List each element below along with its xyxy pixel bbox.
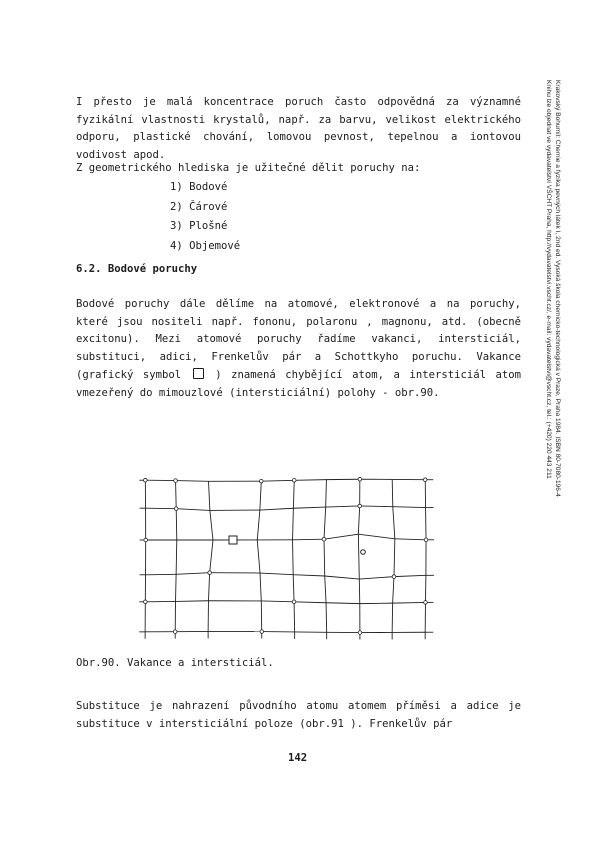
- vacancy-symbol-icon: [193, 368, 204, 379]
- lattice-bond: [176, 573, 210, 575]
- lattice-bond: [325, 576, 326, 603]
- lattice-bond: [293, 507, 325, 508]
- substitution-paragraph: Substituce je nahrazení původního atomu atomem příměsi a adice je substituce v intersticiální poloze (obr.91 ). Frenkelův pár: [76, 700, 521, 730]
- lattice-bond: [257, 510, 260, 540]
- lattice-bond: [293, 540, 294, 575]
- lattice-atom: [392, 575, 396, 579]
- lattice-atom: [292, 600, 296, 604]
- lattice-bond: [176, 601, 209, 602]
- lattice-bond: [293, 508, 294, 540]
- lattice-bond: [293, 575, 294, 602]
- lattice-bond: [324, 507, 326, 539]
- lattice-bond: [176, 540, 177, 574]
- list-item: 1) Bodové: [170, 181, 228, 193]
- lattice-bond: [326, 603, 360, 604]
- lattice-figure: [130, 470, 455, 645]
- lattice-atom: [174, 507, 178, 511]
- intro-paragraph: I přesto je malá koncentrace poruch často odpovědná za významné fyzikální vlastnosti krystalů, např. za barvu, velikost elektrického odporu, plastické chování, lomovou pevnost, tepelnou a iontovou vodivost apod.: [76, 96, 521, 162]
- lattice-bond: [394, 539, 395, 577]
- lattice-bond: [324, 534, 358, 539]
- lattice-bond: [176, 509, 210, 511]
- lattice-bond: [257, 540, 260, 573]
- lattice-bond: [393, 602, 426, 603]
- lattice-bond: [393, 507, 395, 539]
- citation-line: Krakovský Bohumil: Chemie a fyzika pevných látek I, 2nd ed. Vysoká škola chemicko-technologická v Praze, Praha 1984. ISBN 80-7080-196-4: [554, 80, 561, 497]
- lattice-atom: [358, 477, 362, 481]
- lattice-bond: [260, 573, 261, 601]
- lattice-atom: [174, 479, 178, 483]
- lattice-atom: [144, 600, 148, 604]
- lattice-atom: [358, 504, 362, 508]
- lattice-bond: [326, 480, 327, 507]
- lattice-bond: [293, 539, 324, 540]
- lattice-bond: [326, 603, 327, 633]
- lattice-atom: [292, 478, 296, 482]
- lattice-bond: [260, 508, 294, 510]
- lattice-bond: [176, 509, 177, 540]
- lattice-atom: [424, 601, 428, 605]
- list-item: 4) Objemové: [170, 239, 241, 252]
- figure-caption: Obr.90. Vakance a intersticiál.: [76, 657, 274, 669]
- lattice-bond: [210, 540, 213, 573]
- lattice-bond: [294, 602, 295, 632]
- lattice-bond: [260, 573, 293, 575]
- vacancy-square-icon: [229, 536, 237, 544]
- lattice-bond: [358, 506, 359, 534]
- lattice-atom: [260, 630, 264, 634]
- lattice-atom: [144, 478, 148, 482]
- lattice-atom: [173, 630, 177, 634]
- lattice-bond: [393, 507, 426, 508]
- lattice-bond: [359, 577, 394, 579]
- lattice-atom: [322, 537, 326, 541]
- lattice-bond: [260, 481, 261, 510]
- classification-paragraph: Z geometrického hlediska je užitečné dělit poruchy na:: [76, 162, 421, 174]
- lattice-bond: [210, 510, 213, 540]
- lattice-bond: [360, 603, 393, 604]
- lattice-bond: [176, 574, 177, 601]
- lattice-atom: [208, 571, 212, 575]
- interstitial-atom-icon: [361, 550, 366, 555]
- list-item: 3) Plošné: [170, 220, 228, 233]
- lattice-bond: [176, 481, 177, 509]
- lattice-bond: [325, 576, 360, 579]
- lattice-atom: [358, 631, 362, 635]
- list-item: 2) Čárové: [170, 200, 228, 213]
- lattice-bond: [294, 602, 326, 603]
- lattice-bond: [326, 506, 360, 507]
- page-number: 142: [288, 752, 308, 764]
- lattice-bond: [395, 539, 426, 540]
- lattice-bond: [358, 534, 359, 579]
- lattice-bond: [261, 480, 294, 481]
- lattice-bond: [358, 534, 394, 539]
- lattice-bond: [324, 539, 325, 576]
- lattice-bond: [209, 481, 210, 510]
- lattice-bond: [261, 601, 294, 602]
- lattice-bond: [293, 575, 325, 576]
- lattice-diagram: [130, 470, 455, 645]
- lattice-bond: [360, 506, 393, 507]
- lattice-atom: [423, 478, 427, 482]
- paragraph-text-part: ) znamená chybějící atom, a intersticiál atom vmezeřený do mimouzlové (intersticiální) polohy - obr.90.: [76, 368, 521, 399]
- lattice-bond: [176, 481, 209, 482]
- section-heading: 6.2. Bodové poruchy: [76, 263, 198, 275]
- lattice-bond: [392, 479, 393, 506]
- paragraph-text-part: Bodové poruchy dále dělíme na atomové, elektronové a na poruchy, které jsou nositeli např. fononu, polaronu , magnonu, atd. (obecně excitonu). Mezi atomové poruchy řadíme vakanci, intersticiál, substituci, adici, Frenkelův pár a Schottkyho poruchu. Vakance (grafický symbol: [76, 298, 521, 381]
- lattice-atom: [259, 479, 263, 483]
- order-info-line: Knihu lze objednat ve vydavatelství VŠCHT Praha, http://vydavatelstvi.vscht.cz/, e-mail: vydavatelstvi@vscht.cz, tel.: (+420) 220 443 211: [545, 80, 552, 479]
- lattice-bond: [294, 480, 326, 481]
- lattice-atom: [144, 538, 148, 542]
- side-citation-note: [544, 80, 562, 580]
- defect-class-list: [170, 178, 240, 256]
- lattice-bond: [293, 480, 294, 508]
- lattice-bond: [208, 573, 209, 601]
- lattice-atom: [424, 538, 428, 542]
- lattice-bond: [394, 575, 426, 576]
- point-defects-paragraph: [76, 296, 521, 402]
- lattice-bond: [393, 577, 394, 604]
